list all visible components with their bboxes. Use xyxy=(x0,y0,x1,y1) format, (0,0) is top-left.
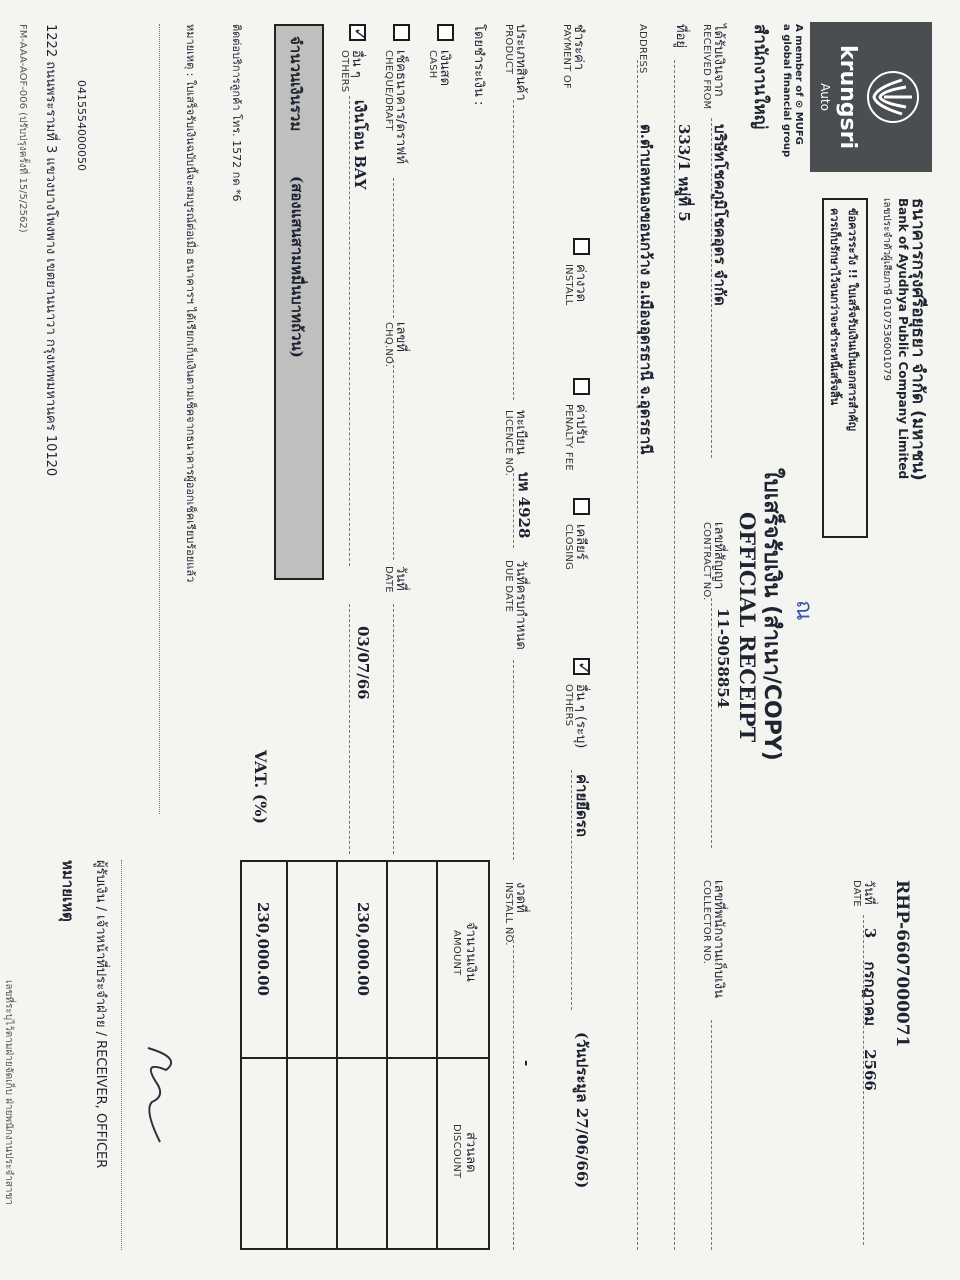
others-option-en: OTHERS xyxy=(563,684,574,727)
closing-checkbox[interactable] xyxy=(573,498,590,515)
install-no-label-en: INSTALL NO. xyxy=(503,882,514,946)
logo-text: krungsri xyxy=(835,44,860,150)
krungsri-emblem-icon xyxy=(866,70,920,124)
branch-label: สำนักงานใหญ่ xyxy=(750,24,770,130)
others-checkbox[interactable] xyxy=(573,658,590,675)
others-payment-value: ค่ายยึดรถ xyxy=(573,774,591,837)
penalty-option-label: ค่าปรับ xyxy=(573,404,588,444)
contract-number: 11-9058854 xyxy=(714,608,732,709)
cheque-date-label: วันที่ xyxy=(393,566,408,591)
warning-line2: ควรเก็บรักษาไว้จนกว่าจะชำระหนี้เสร็จสิ้น xyxy=(828,208,841,406)
due-date-label-en: DUE DATE xyxy=(503,560,514,613)
product-line xyxy=(513,100,514,400)
due-date-line xyxy=(513,660,514,860)
date-label: วันที่ xyxy=(861,880,876,905)
product-label-en: PRODUCT xyxy=(503,24,514,75)
amount-header: จำนวนเงิน xyxy=(463,922,478,982)
licence-line xyxy=(513,468,514,548)
table-row-rule xyxy=(286,862,288,1248)
received-from-label: ได้รับเงินจาก xyxy=(711,24,726,97)
address-label-en: ADDRESS xyxy=(637,24,648,74)
tax-id: เลขประจำตัวผู้เสียภาษี 0107536001079 xyxy=(881,198,892,381)
receiver-label: ผู้รับเงิน / เจ้าหน้าที่ประจำฝ่าย / RECEIVER, OFFICER xyxy=(93,860,108,1169)
contract-label-en: CONTRACT NO. xyxy=(701,522,712,601)
mufg-member-line2: a global financial group xyxy=(781,24,792,158)
address-line1: 333/1 หมู่ที่ 5 xyxy=(675,124,693,222)
top-edge-text: เลขที่ระบุไว้ตามฝ่ายจัดเก็บ ฝ่ายพนักงานประจำสาขา xyxy=(3,980,14,1205)
cheque-no-line xyxy=(393,360,394,560)
address-line2-rule xyxy=(637,60,638,1250)
contract-line xyxy=(711,598,712,848)
warning-box xyxy=(822,198,868,538)
received-from-line xyxy=(711,118,712,458)
cheque-no-label-en: CHQ.NO. xyxy=(383,322,394,368)
licence-label: ทะเบียน xyxy=(513,410,528,455)
date-row xyxy=(858,880,882,1091)
total-words-value: (สองแสนสามหมื่นบาทถ้วน) xyxy=(288,176,306,358)
date-day: 3 xyxy=(861,927,879,939)
receipt-title-th: ใบเสร็จรับเงิน (สำเนา/COPY) xyxy=(759,468,784,761)
install-checkbox[interactable] xyxy=(573,238,590,255)
discount-header-en: DISCOUNT xyxy=(451,1124,462,1179)
cheque-date-line xyxy=(393,604,394,854)
collector-line xyxy=(711,1020,712,1250)
bank-name-th: ธนาคารกรุงศรีอยุธยา จำกัด (มหาชน) xyxy=(908,198,928,481)
cheque-no-label: เลขที่ xyxy=(393,322,408,352)
paid-others-label-en: OTHERS xyxy=(339,50,350,93)
closing-option-label: เคลียร์ xyxy=(573,524,588,560)
product-label: ประเภทสินค้า xyxy=(513,24,528,101)
install-option-label: ค่างวด xyxy=(573,264,588,303)
cash-checkbox[interactable] xyxy=(437,24,454,41)
cheque-date-label-en: DATE xyxy=(383,566,394,593)
receipt-title-en: OFFICIAL RECEIPT xyxy=(735,512,760,743)
closing-option-en: CLOSING xyxy=(563,524,574,570)
paid-others-value: เงินโอน BAY xyxy=(351,100,369,190)
krungsri-logo xyxy=(810,22,932,172)
others-payment-line xyxy=(571,770,572,1010)
bank-name-en: Bank of Ayudhya Public Company Limited xyxy=(896,198,910,480)
due-date-label: วันที่ครบกำหนด xyxy=(513,560,528,650)
form-code: FM-AAA-AOF-006 (ปรับปรุงครั้งที่ 15/5/2562) xyxy=(17,24,28,233)
licence-number: บห 4928 xyxy=(515,472,533,539)
received-from-label-en: RECEIVED FROM xyxy=(701,24,712,110)
mufg-member-line: A member of ⊙ MUFG xyxy=(793,24,804,145)
date-month: กรกฎาคม xyxy=(861,961,879,1027)
amount-table xyxy=(240,860,490,1250)
table-row-rule xyxy=(386,862,388,1248)
total-words-label: จำนวนเงินรวม xyxy=(287,36,305,132)
paid-by-label: โดยชำระเงิน : xyxy=(471,24,486,106)
discount-header: ส่วนลด xyxy=(463,1132,478,1173)
install-no-label: งวดที่ xyxy=(513,882,528,913)
head-office-address: 1222 ถนนพระรามที่ 3 แขวงบางโพงพาง เขตยานนาวา กรุงเทพมหานคร 10120 xyxy=(43,24,58,477)
address-line1-rule xyxy=(674,60,675,1250)
paid-others-label: อื่น ๆ xyxy=(349,50,364,78)
address-label: ที่อยู่ xyxy=(673,24,688,48)
penalty-option-en: PENALTY FEE xyxy=(563,404,574,471)
remark-rule xyxy=(159,24,160,814)
handwritten-mark: ณ xyxy=(791,600,816,621)
receipt-number: RHP-6607000071 xyxy=(892,880,912,1048)
cash-label-en: CASH xyxy=(427,50,438,79)
cheque-label: เช็คธนาคาร/ดราฟท์ xyxy=(393,50,408,164)
paid-others-checkbox[interactable] xyxy=(349,24,366,41)
remark-heading: หมายเหตุ xyxy=(59,860,77,922)
total-words-box xyxy=(274,24,324,580)
amount-row-value: 230,000.00 xyxy=(354,902,372,996)
contract-label: เลขที่สัญญา xyxy=(711,522,726,590)
collector-label-en: COLLECTOR NO. xyxy=(701,880,712,965)
table-column-divider xyxy=(242,1057,488,1059)
paid-others-line xyxy=(349,96,350,566)
install-no-line xyxy=(513,930,514,1250)
logo-subtext: Auto xyxy=(818,83,832,111)
hotline: ติดต่อบริการลูกค้า โทร. 1572 กด *6 xyxy=(230,24,243,202)
install-option-en: INSTALL xyxy=(563,264,574,306)
paid-others-date: 03/07/66 xyxy=(354,626,372,700)
penalty-checkbox[interactable] xyxy=(573,378,590,395)
cheque-checkbox[interactable] xyxy=(393,24,410,41)
table-row-rule xyxy=(336,862,338,1248)
others-option-label: อื่น ๆ (ระบุ) xyxy=(573,684,588,749)
signature-line xyxy=(121,860,122,1250)
paid-others-date-line xyxy=(349,604,350,854)
collector-label: เลขที่พนักงานเก็บเงิน xyxy=(711,880,726,998)
cheque-bank-line xyxy=(393,178,394,318)
date-label-en: DATE xyxy=(851,880,862,907)
cheque-label-en: CHEQUE/DRAFT xyxy=(383,50,394,131)
licence-label-en: LICENCE NO. xyxy=(503,410,514,477)
payment-of-label-en: PAYMENT OF xyxy=(561,24,572,89)
address-line2: ต.ตำบลหนองขอนกว้าง อ.เมืองอุดรธานี จ.อุดรธานี xyxy=(637,124,655,455)
serial-number: 0415554000050 xyxy=(75,80,88,171)
cheque-remark: หมายเหตุ : ใบเสร็จรับเงินฉบับนี้จะสมบูรณ์ต่อเมื่อ ธนาคารฯ ได้เรียกเก็บเงินตามเช็คจากธนาคารผู้ออกเช็คเรียบร้อยแล้ว xyxy=(184,24,197,583)
date-line xyxy=(863,915,864,1245)
warning-line1: ข้อควรระวัง !! ใบเสร็จรับเงินเป็นเอกสารสำคัญ xyxy=(846,208,859,432)
amount-header-en: AMOUNT xyxy=(451,930,462,976)
auction-note: (วันประมูล 27/06/66) xyxy=(573,1032,591,1189)
amount-total-value: 230,000.00 xyxy=(254,902,272,996)
install-no-value: - xyxy=(518,1060,536,1067)
payment-of-label: ชำระค่า xyxy=(571,24,586,71)
vat-label: VAT. (%) xyxy=(251,750,270,825)
date-year: 2566 xyxy=(861,1049,879,1091)
cash-label: เงินสด xyxy=(437,50,452,87)
signature xyxy=(130,1040,190,1150)
table-header-rule xyxy=(436,862,438,1248)
received-from-value: บริษัทโชคภูมิโชคอุดร จำกัด xyxy=(711,124,729,306)
